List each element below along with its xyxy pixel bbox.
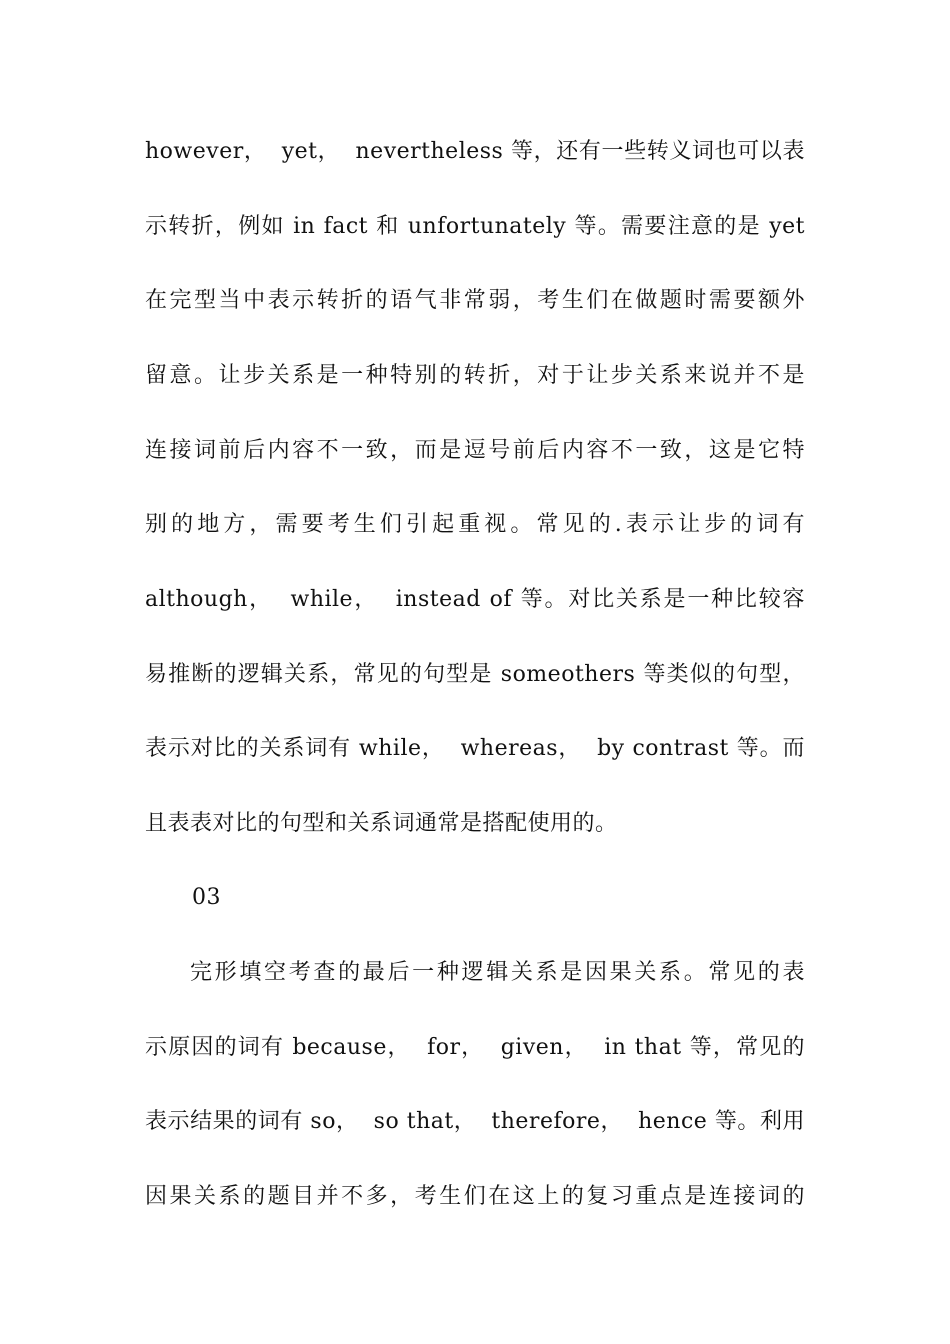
paragraph-line: 示转折，例如 in fact 和 unfortunately 等。需要注意的是 yet xyxy=(145,214,805,239)
paragraph-line: 且表表对比的句型和关系词通常是搭配使用的。 xyxy=(145,811,618,836)
paragraph-line: 表示对比的关系词有 while， whereas， by contrast 等。而 xyxy=(145,736,805,761)
paragraph-line: 连接词前后内容不一致，而是逗号前后内容不一致，这是它特 xyxy=(145,438,805,463)
paragraph-line: although， while， instead of 等。对比关系是一种比较容 xyxy=(145,587,805,612)
section-number: 03 xyxy=(192,885,221,910)
paragraph-line: 易推断的逻辑关系，常见的句型是 someothers 等类似的句型， xyxy=(145,662,805,687)
paragraph-line: 示原因的词有 because， for， given， in that 等，常见的 xyxy=(145,1035,805,1060)
paragraph-line: however， yet， nevertheless 等，还有一些转义词也可以表 xyxy=(145,139,805,164)
paragraph-line: 表示结果的词有 so， so that， therefore， hence 等。利用 xyxy=(145,1109,805,1134)
paragraph-line: 别的地方，需要考生们引起重视。常见的.表示让步的词有 xyxy=(145,512,805,537)
paragraph-line: 因果关系的题目并不多，考生们在这上的复习重点是连接词的 xyxy=(145,1184,805,1209)
paragraph-line: 在完型当中表示转折的语气非常弱，考生们在做题时需要额外 xyxy=(145,288,805,313)
paragraph-line: 完形填空考查的最后一种逻辑关系是因果关系。常见的表 xyxy=(190,960,805,985)
paragraph-line: 留意。让步关系是一种特别的转折，对于让步关系来说并不是 xyxy=(145,363,805,388)
